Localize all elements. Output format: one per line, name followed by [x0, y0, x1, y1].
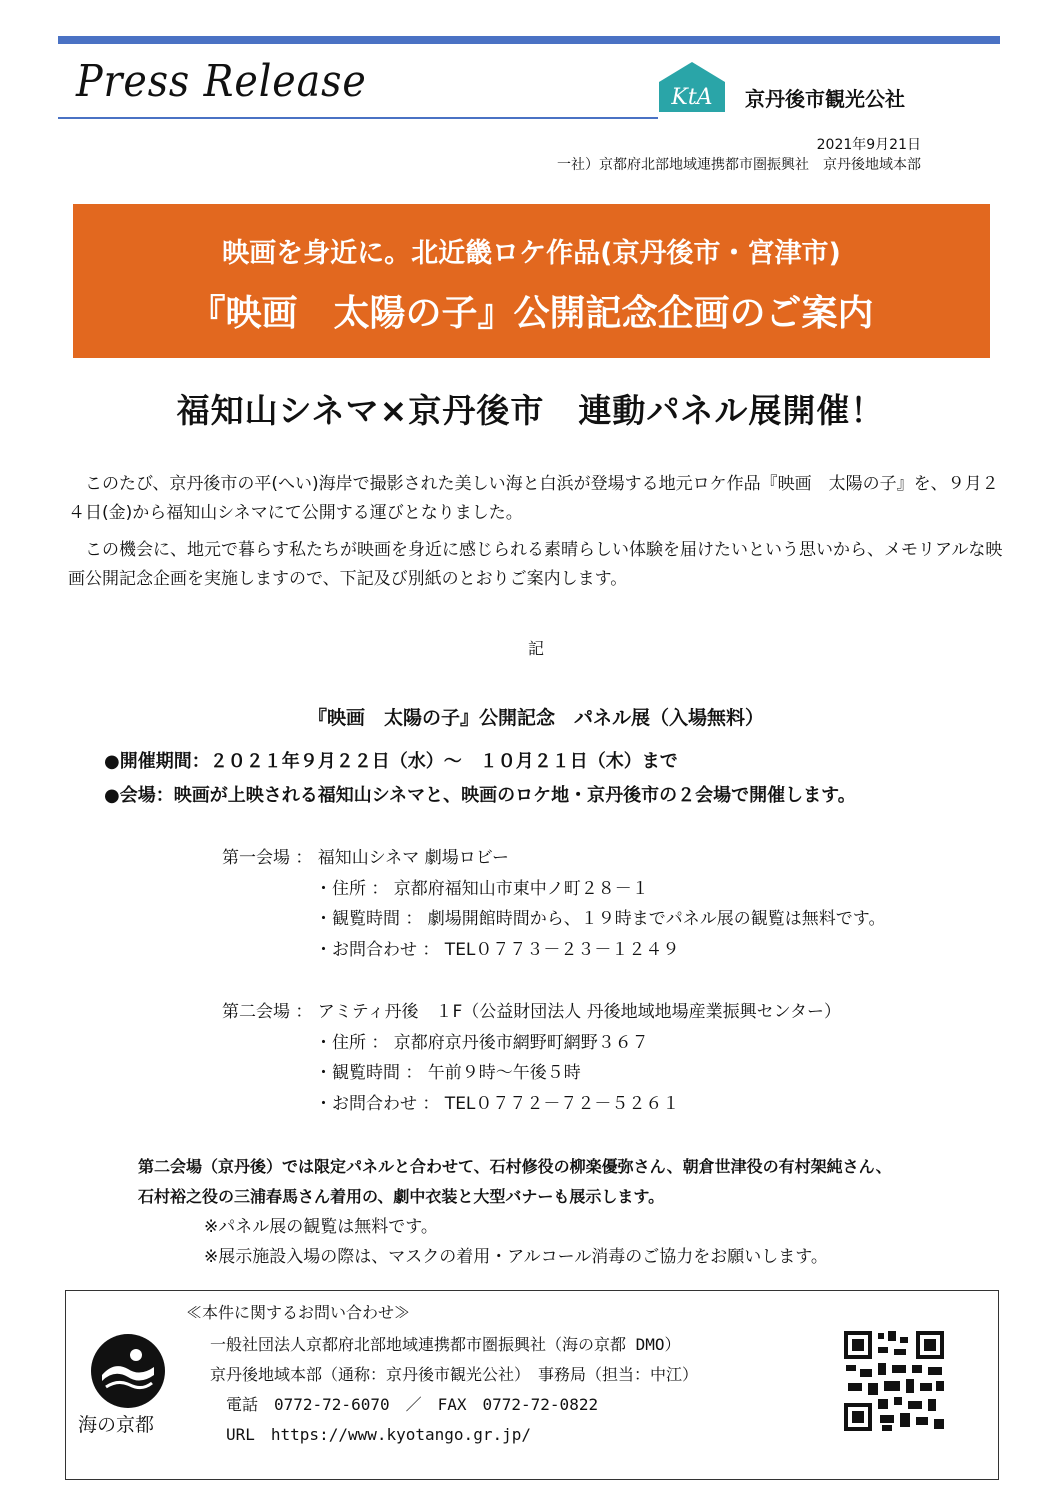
- venue-2-hours: ・観覧時間 ： 午前９時～午後５時: [315, 1063, 581, 1083]
- umi-no-kyoto-logo-icon: [88, 1331, 168, 1411]
- logo-letters: KtA: [671, 85, 713, 110]
- contact-title: ≪本件に関するお問い合わせ≫: [186, 1303, 411, 1322]
- org-logo-icon: [657, 60, 727, 114]
- issuer: 一社）京都府北部地域連携都市圏振興社 京丹後地域本部: [557, 157, 921, 173]
- title-underline: [58, 117, 658, 119]
- headline: 福知山シネマ×京丹後市 連動パネル展開催！: [176, 391, 885, 430]
- banner-subtitle: 映画を身近に。北近畿ロケ作品(京丹後市・宮津市): [222, 238, 841, 269]
- contact-org: 一般社団法人京都府北部地域連携都市圏振興社（海の京都 DMO）: [210, 1335, 681, 1354]
- release-date: 2021年9月21日: [816, 137, 921, 153]
- contact-phone: 電話 0772-72-6070 ／ FAX 0772-72-0822: [226, 1395, 599, 1414]
- venue-1-tel: ・お問合わせ ： TEL０７７３－２３－１２４９: [315, 940, 680, 960]
- note-1: ※パネル展の観覧は無料です。: [204, 1217, 438, 1237]
- intro-paragraph-1: このたび、京丹後市の平(へい)海岸で撮影された美しい海と白浜が登場する地元ロケ作品『映画 太陽の子』を、９月２４日(金)から福知山シネマにて公開する運びとなりました。: [68, 474, 999, 523]
- venue-1-address: ・住所 ： 京都府福知山市東中ノ町２８－１: [315, 879, 649, 899]
- venue-2-tel: ・お問合わせ ： TEL０７７２－７２－５２６１: [315, 1094, 680, 1114]
- note-2: ※展示施設入場の際は、マスクの着用・アルコール消毒のご協力をお願いします。: [204, 1247, 828, 1267]
- note-bold-1: 第二会場（京丹後）では限定パネルと合わせて、石村修役の柳楽優弥さん、朝倉世津役の有村架純さん、: [138, 1157, 892, 1176]
- contact-url[interactable]: URL https://www.kyotango.gr.jp/: [226, 1425, 531, 1444]
- venue-1-head: 第一会場 ： 福知山シネマ 劇場ロビー: [222, 848, 510, 868]
- banner: [73, 204, 990, 358]
- contact-office: 京丹後地域本部（通称：京丹後市観光公社） 事務局（担当：中江）: [210, 1365, 699, 1384]
- qr-code-icon: [842, 1329, 946, 1433]
- venue-2-address: ・住所 ： 京都府京丹後市網野町網野３６７: [315, 1033, 649, 1053]
- event-period: ●開催期間：２０２１年９月２２日（水）～ １０月２１日（木）まで: [104, 751, 678, 772]
- umi-no-kyoto-caption: 海の京都: [78, 1414, 155, 1436]
- event-title: 『映画 太陽の子』公開記念 パネル展（入場無料）: [307, 707, 764, 729]
- contact-box: [65, 1290, 999, 1480]
- banner-title: 『映画 太陽の子』公開記念企画のご案内: [189, 293, 874, 334]
- event-venue-line: ●会場：映画が上映される福知山シネマと、映画のロケ地・京丹後市の２会場で開催します。: [104, 785, 856, 806]
- top-rule: [58, 36, 1000, 44]
- note-bold-2: 石村裕之役の三浦春馬さん着用の、劇中衣装と大型バナーも展示します。: [138, 1187, 665, 1206]
- venue-2-head: 第二会場 ： アミティ丹後 １F（公益財団法人 丹後地域地場産業振興センター）: [222, 1002, 841, 1022]
- ki-marker: 記: [527, 639, 544, 658]
- press-release-title: Press Release: [76, 56, 367, 107]
- intro-paragraph-2: この機会に、地元で暮らす私たちが映画を身近に感じられる素晴らしい体験を届けたいという思いから、メモリアルな映画公開記念企画を実施しますので、下記及び別紙のとおりご案内します。: [68, 540, 1003, 589]
- venue-1-hours: ・観覧時間 ： 劇場開館時間から、１９時までパネル展の観覧は無料です。: [315, 909, 886, 929]
- org-name: 京丹後市観光公社: [745, 87, 905, 111]
